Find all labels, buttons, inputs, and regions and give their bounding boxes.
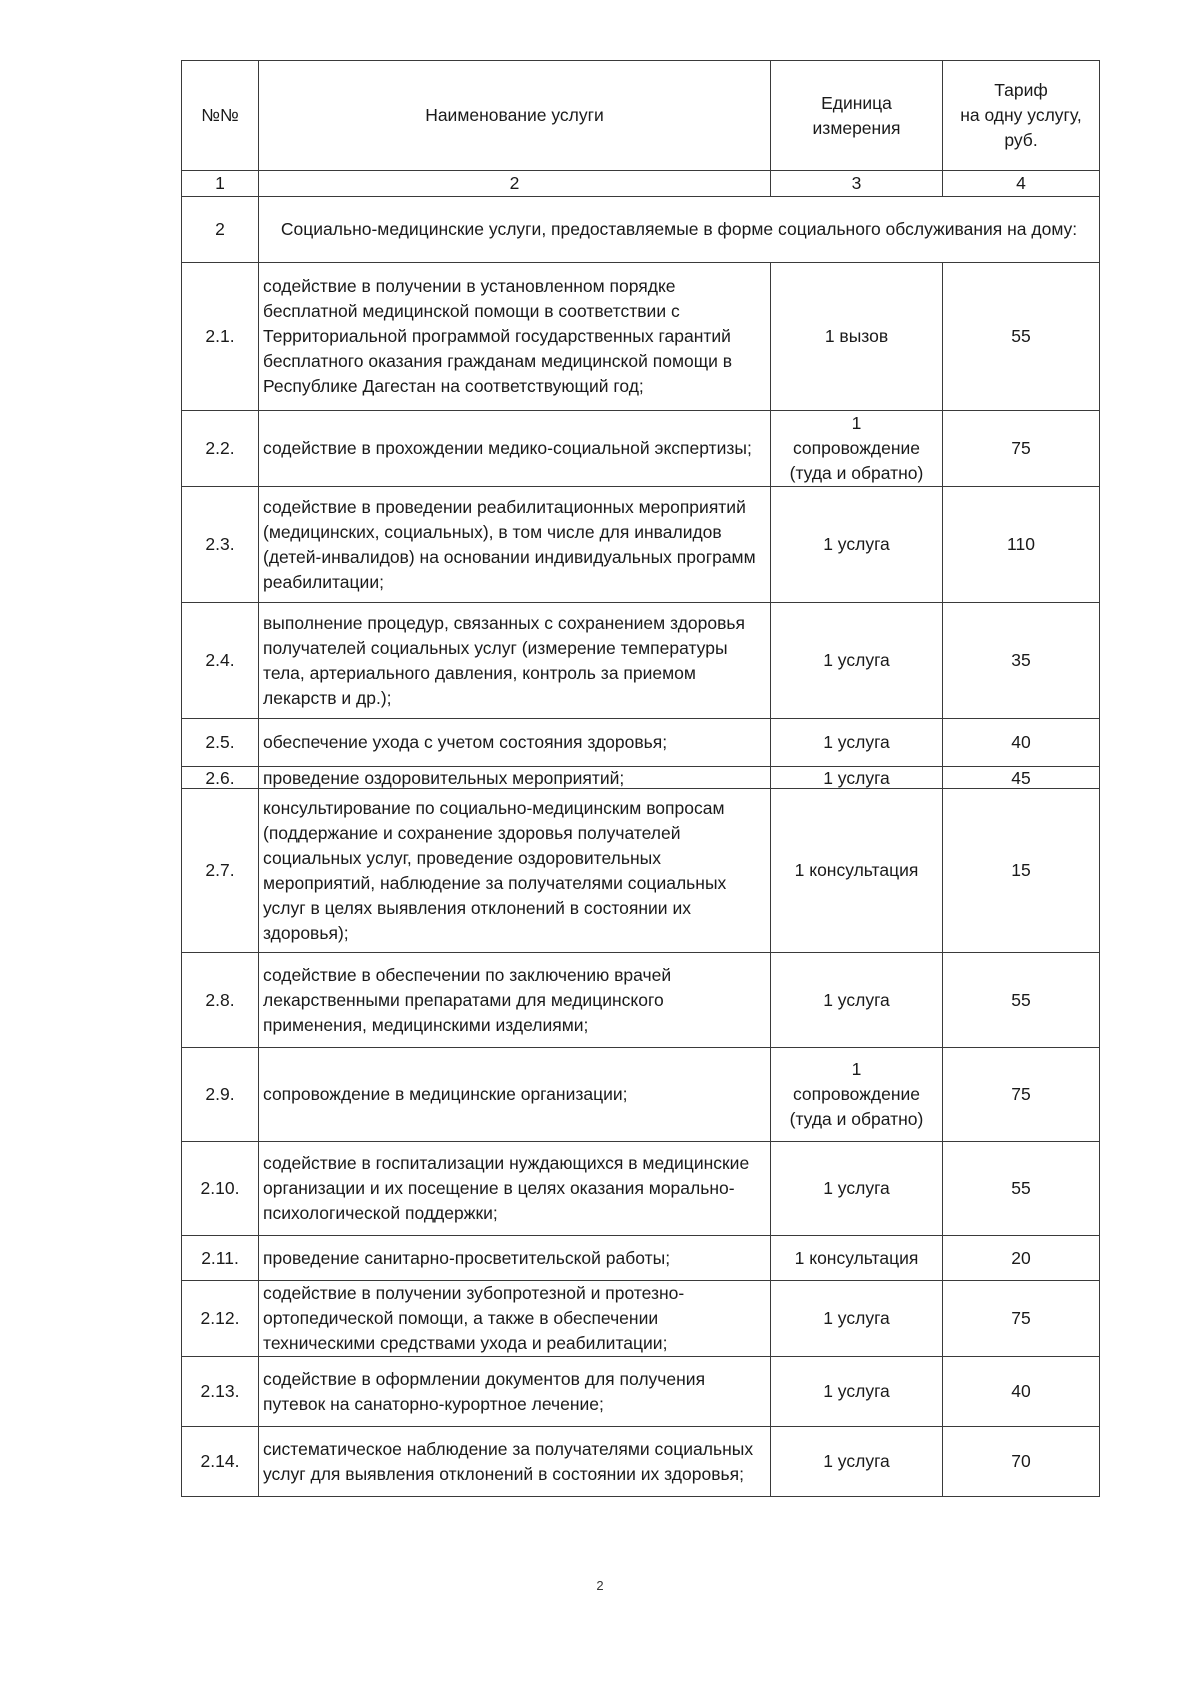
tariff-value: 45 — [943, 767, 1100, 789]
row-number: 2.5. — [182, 719, 259, 767]
tariff-value: 15 — [943, 789, 1100, 953]
tariff-value: 110 — [943, 487, 1100, 603]
service-name: содействие в оформлении документов для получения путевок на санаторно-курортное лечение; — [259, 1357, 771, 1427]
tariff-table — [181, 60, 1100, 1497]
table-row — [182, 1357, 1100, 1427]
row-number: 2.12. — [182, 1281, 259, 1357]
unit-of-measure: 1 услуга — [771, 767, 943, 789]
unit-of-measure: 1 консультация — [771, 1236, 943, 1281]
row-number: 2.11. — [182, 1236, 259, 1281]
tariff-value: 40 — [943, 719, 1100, 767]
unit-of-measure: 1 услуга — [771, 1281, 943, 1357]
table-row — [182, 953, 1100, 1048]
column-number: 1 — [182, 171, 259, 197]
tariff-value: 75 — [943, 1048, 1100, 1142]
table-row — [182, 1281, 1100, 1357]
row-number: 2.7. — [182, 789, 259, 953]
service-name: проведение санитарно-просветительской работы; — [259, 1236, 771, 1281]
unit-of-measure: 1 услуга — [771, 1142, 943, 1236]
table-row — [182, 263, 1100, 411]
column-number: 3 — [771, 171, 943, 197]
row-number: 2.3. — [182, 487, 259, 603]
tariff-value: 20 — [943, 1236, 1100, 1281]
table-row — [182, 411, 1100, 487]
section-row — [182, 197, 1100, 263]
service-name: содействие в получении зубопротезной и протезно-ортопедической помощи, а также в обеспечении техническими средствами ухода и реабилитации; — [259, 1281, 771, 1357]
table-row — [182, 603, 1100, 719]
service-name: проведение оздоровительных мероприятий; — [259, 767, 771, 789]
row-number: 2.13. — [182, 1357, 259, 1427]
table-row — [182, 767, 1100, 789]
tariff-value: 55 — [943, 953, 1100, 1048]
unit-of-measure: 1 услуга — [771, 1357, 943, 1427]
unit-of-measure: 1 услуга — [771, 603, 943, 719]
row-number: 2.2. — [182, 411, 259, 487]
service-name: выполнение процедур, связанных с сохранением здоровья получателей социальных услуг (измерение температуры тела, артериального давления, контроль за приемом лекарств и др.); — [259, 603, 771, 719]
table-row — [182, 789, 1100, 953]
table-row — [182, 487, 1100, 603]
row-number: 2.4. — [182, 603, 259, 719]
unit-of-measure: 1 услуга — [771, 1427, 943, 1497]
header-unit: Единица измерения — [771, 61, 943, 171]
tariff-value: 75 — [943, 1281, 1100, 1357]
unit-of-measure: 1 вызов — [771, 263, 943, 411]
row-number: 2.1. — [182, 263, 259, 411]
table-row — [182, 1142, 1100, 1236]
header-name: Наименование услуги — [259, 61, 771, 171]
page-number: 2 — [596, 1578, 604, 1593]
section-number: 2 — [182, 197, 259, 263]
unit-of-measure: 1 сопровождение (туда и обратно) — [771, 411, 943, 487]
row-number: 2.8. — [182, 953, 259, 1048]
header-tariff: Тариф на одну услугу, руб. — [943, 61, 1100, 171]
table-row — [182, 1048, 1100, 1142]
table-row — [182, 719, 1100, 767]
tariff-value: 40 — [943, 1357, 1100, 1427]
column-number-row — [182, 171, 1100, 197]
unit-of-measure: 1 услуга — [771, 487, 943, 603]
tariff-value: 55 — [943, 1142, 1100, 1236]
unit-of-measure: 1 консультация — [771, 789, 943, 953]
unit-of-measure: 1 сопровождение (туда и обратно) — [771, 1048, 943, 1142]
service-name: обеспечение ухода с учетом состояния здоровья; — [259, 719, 771, 767]
table-header-row — [182, 61, 1100, 171]
section-title: Социально-медицинские услуги, предоставляемые в форме социального обслуживания на дому: — [259, 197, 1100, 263]
tariff-value: 75 — [943, 411, 1100, 487]
table-row — [182, 1427, 1100, 1497]
unit-of-measure: 1 услуга — [771, 719, 943, 767]
tariff-value: 70 — [943, 1427, 1100, 1497]
service-name: систематическое наблюдение за получателями социальных услуг для выявления отклонений в состоянии их здоровья; — [259, 1427, 771, 1497]
service-name: содействие в проведении реабилитационных мероприятий (медицинских, социальных), в том числе для инвалидов (детей-инвалидов) на основании индивидуальных программ реабилитации; — [259, 487, 771, 603]
tariff-value: 35 — [943, 603, 1100, 719]
service-name: содействие в обеспечении по заключению врачей лекарственными препаратами для медицинского применения, медицинскими изделиями; — [259, 953, 771, 1048]
row-number: 2.10. — [182, 1142, 259, 1236]
unit-of-measure: 1 услуга — [771, 953, 943, 1048]
service-name: содействие в получении в установленном порядке бесплатной медицинской помощи в соответствии с Территориальной программой государственных гарантий бесплатного оказания гражданам медицинской помощи в Республике Дагестан на соответствующий год; — [259, 263, 771, 411]
header-number: №№ — [182, 61, 259, 171]
row-number: 2.14. — [182, 1427, 259, 1497]
column-number: 4 — [943, 171, 1100, 197]
service-name: содействие в госпитализации нуждающихся в медицинские организации и их посещение в целях оказания морально-психологической поддержки; — [259, 1142, 771, 1236]
service-name: содействие в прохождении медико-социальной экспертизы; — [259, 411, 771, 487]
row-number: 2.6. — [182, 767, 259, 789]
column-number: 2 — [259, 171, 771, 197]
tariff-value: 55 — [943, 263, 1100, 411]
row-number: 2.9. — [182, 1048, 259, 1142]
service-name: консультирование по социально-медицинским вопросам (поддержание и сохранение здоровья получателей социальных услуг, проведение оздоровительных мероприятий, наблюдение за получателями социальных услуг в целях выявления отклонений в состоянии их здоровья); — [259, 789, 771, 953]
table-row — [182, 1236, 1100, 1281]
service-name: сопровождение в медицинские организации; — [259, 1048, 771, 1142]
